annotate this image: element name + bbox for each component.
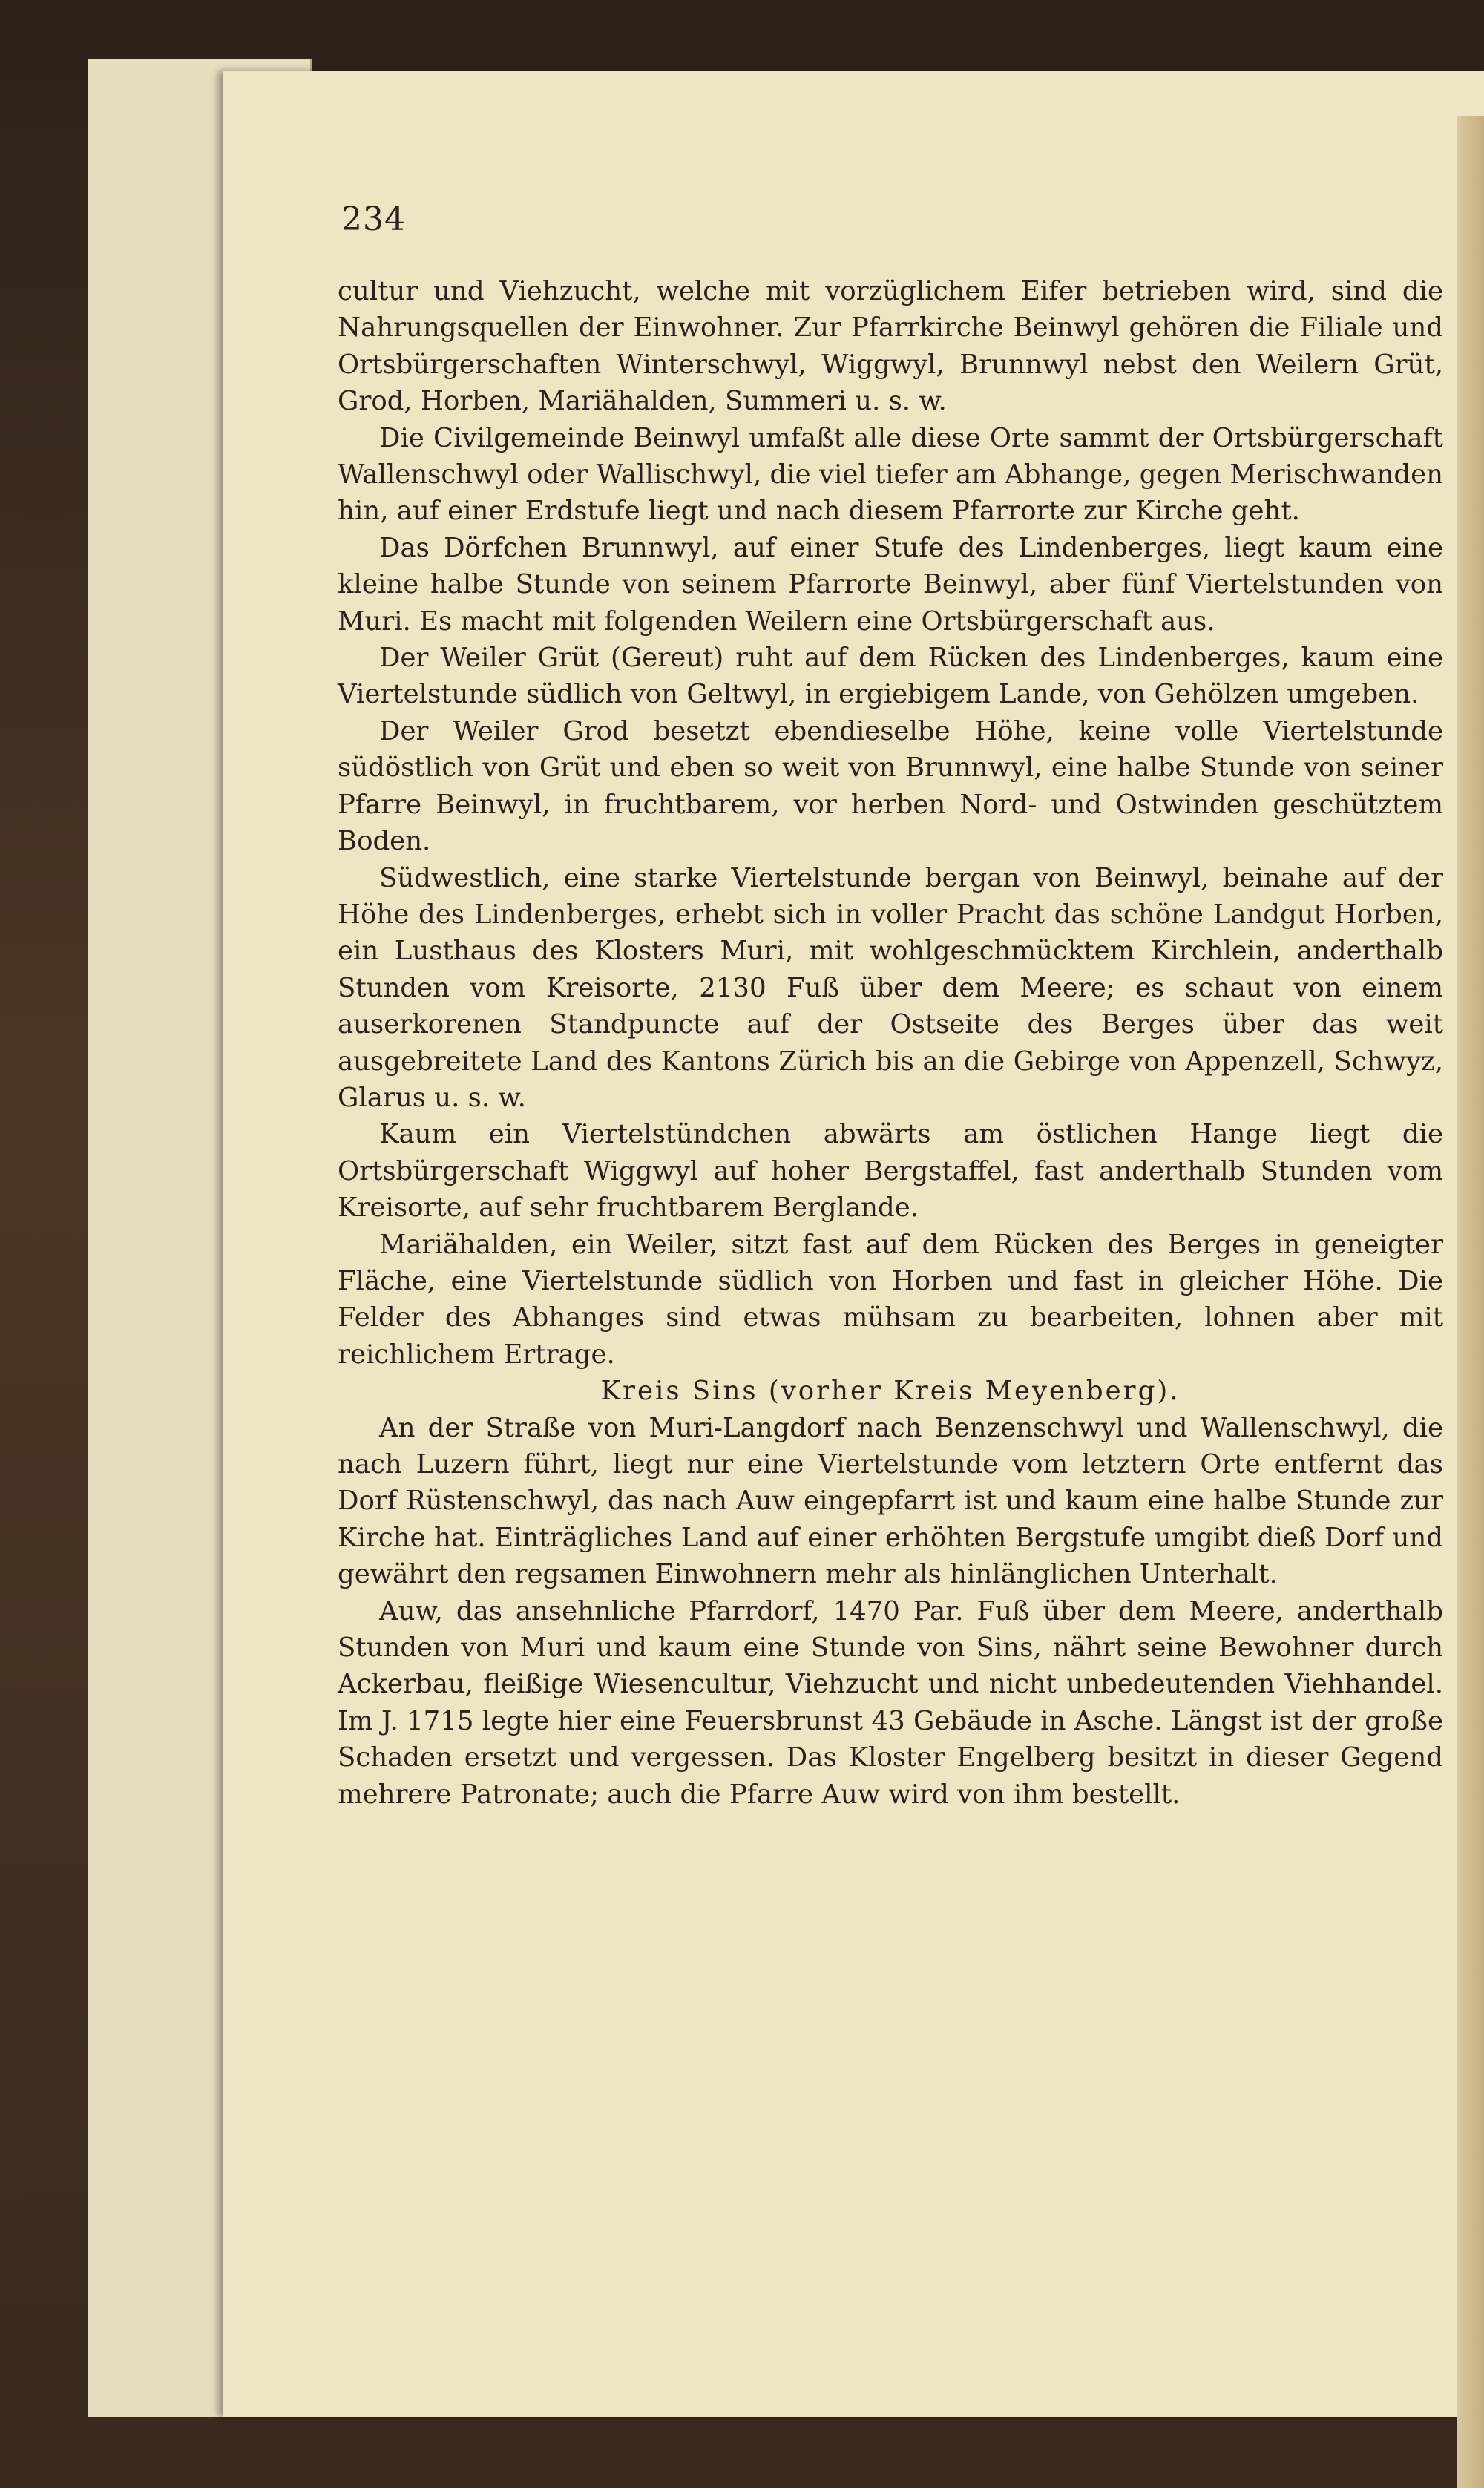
paragraph: Auw, das ansehnliche Pfarrdorf, 1470 Par. Fuß über dem Meere, anderthalb Stunden von Muri und kaum eine Stunde von Sins, nährt seine Bewohner durch Ackerbau, fleißige Wiesencultur, Viehzucht und nicht unbedeutenden Viehhandel. Im J. 1715 legte hier eine Feuersbrunst 43 Gebäude in Asche. Längst ist der große Schaden ersetzt und vergessen. Das Kloster Engelberg besitzt in dieser Gegend mehrere Patronate; auch die Pfarre Auw wird von ihm bestellt. bbox=[338, 1595, 1443, 1810]
paragraph: Südwestlich, eine starke Viertelstunde bergan von Beinwyl, beinahe auf der Höhe des Lindenberges, erhebt sich in voller Pracht das schöne Landgut Horben, ein Lusthaus des Klosters Muri, mit wohlgeschmücktem Kirchlein, anderthalb Stunden vom Kreisorte, 2130 Fuß über dem Meere; es schaut von einem auserkorenen Standpuncte auf der Ostseite des Berges über das weit ausgebreitete Land des Kantons Zürich bis an die Gebirge von Appenzell, Schwyz, Glarus u. s. w. bbox=[338, 862, 1443, 1113]
paragraph: Das Dörfchen Brunnwyl, auf einer Stufe des Lindenberges, liegt kaum eine kleine halbe Stunde von seinem Pfarrorte Beinwyl, aber fünf Viertelstunden von Muri. Es macht mit folgenden Weilern eine Ortsbürgerschaft aus. bbox=[338, 532, 1443, 637]
section-heading: Kreis Sins (vorher Kreis Meyenberg). bbox=[600, 1376, 1181, 1407]
paragraph: Kaum ein Viertelstündchen abwärts am östlichen Hange liegt die Ortsbürgerschaft Wiggwyl auf hoher Bergstaffel, fast anderthalb Stunden vom Kreisorte, auf sehr fruchtbarem Berglande. bbox=[338, 1119, 1443, 1224]
paragraph: Mariähalden, ein Weiler, sitzt fast auf dem Rücken des Berges in geneigter Fläche, eine Viertelstunde südlich von Horben und fast in gleicher Höhe. Die Felder des Abhanges sind etwas mühsam zu bearbeiten, lohnen aber mit reichlichem Ertrage. bbox=[338, 1229, 1443, 1370]
paragraph: cultur und Viehzucht, welche mit vorzüglichem Eifer betrieben wird, sind die Nahrungsquellen der Einwohner. Zur Pfarrkirche Beinwyl gehören die Filiale und Ortsbürgerschaften Winterschwyl, Wiggwyl, Brunnwyl nebst den Weilern Grüt, Grod, Horben, Mariähalden, Summeri u. s. w. bbox=[338, 276, 1443, 417]
paragraph: Der Weiler Grod besetzt ebendieselbe Höhe, keine volle Viertelstunde südöstlich von Grüt und eben so weit von Brunnwyl, eine halbe Stunde von seiner Pfarre Beinwyl, in fruchtbarem, vor herben Nord- und Ostwinden geschütztem Boden. bbox=[338, 715, 1443, 857]
paragraph: Der Weiler Grüt (Gereut) ruht auf dem Rücken des Lindenberges, kaum eine Viertelstunde südlich von Geltwyl, in ergiebigem Lande, von Gehölzen umgeben. bbox=[338, 643, 1443, 710]
page-number: 234 bbox=[341, 200, 406, 238]
next-page-edge bbox=[1457, 116, 1484, 2488]
body-text bbox=[338, 273, 1443, 1813]
paragraph: Die Civilgemeinde Beinwyl umfaßt alle diese Orte sammt der Ortsbürgerschaft Wallenschwyl oder Wallischwyl, die viel tiefer am Abhange, gegen Merischwanden hin, auf einer Erdstufe liegt und nach diesem Pfarrorte zur Kirche geht. bbox=[338, 422, 1443, 527]
paragraph: An der Straße von Muri-Langdorf nach Benzenschwyl und Wallenschwyl, die nach Luzern führt, liegt nur eine Viertelstunde vom letztern Orte entfernt das Dorf Rüstenschwyl, das nach Auw eingepfarrt ist und kaum eine halbe Stunde zur Kirche hat. Einträgliches Land auf einer erhöhten Bergstufe umgibt dieß Dorf und gewährt den regsamen Einwohnern mehr als hinlänglichen Unterhalt. bbox=[338, 1412, 1443, 1590]
